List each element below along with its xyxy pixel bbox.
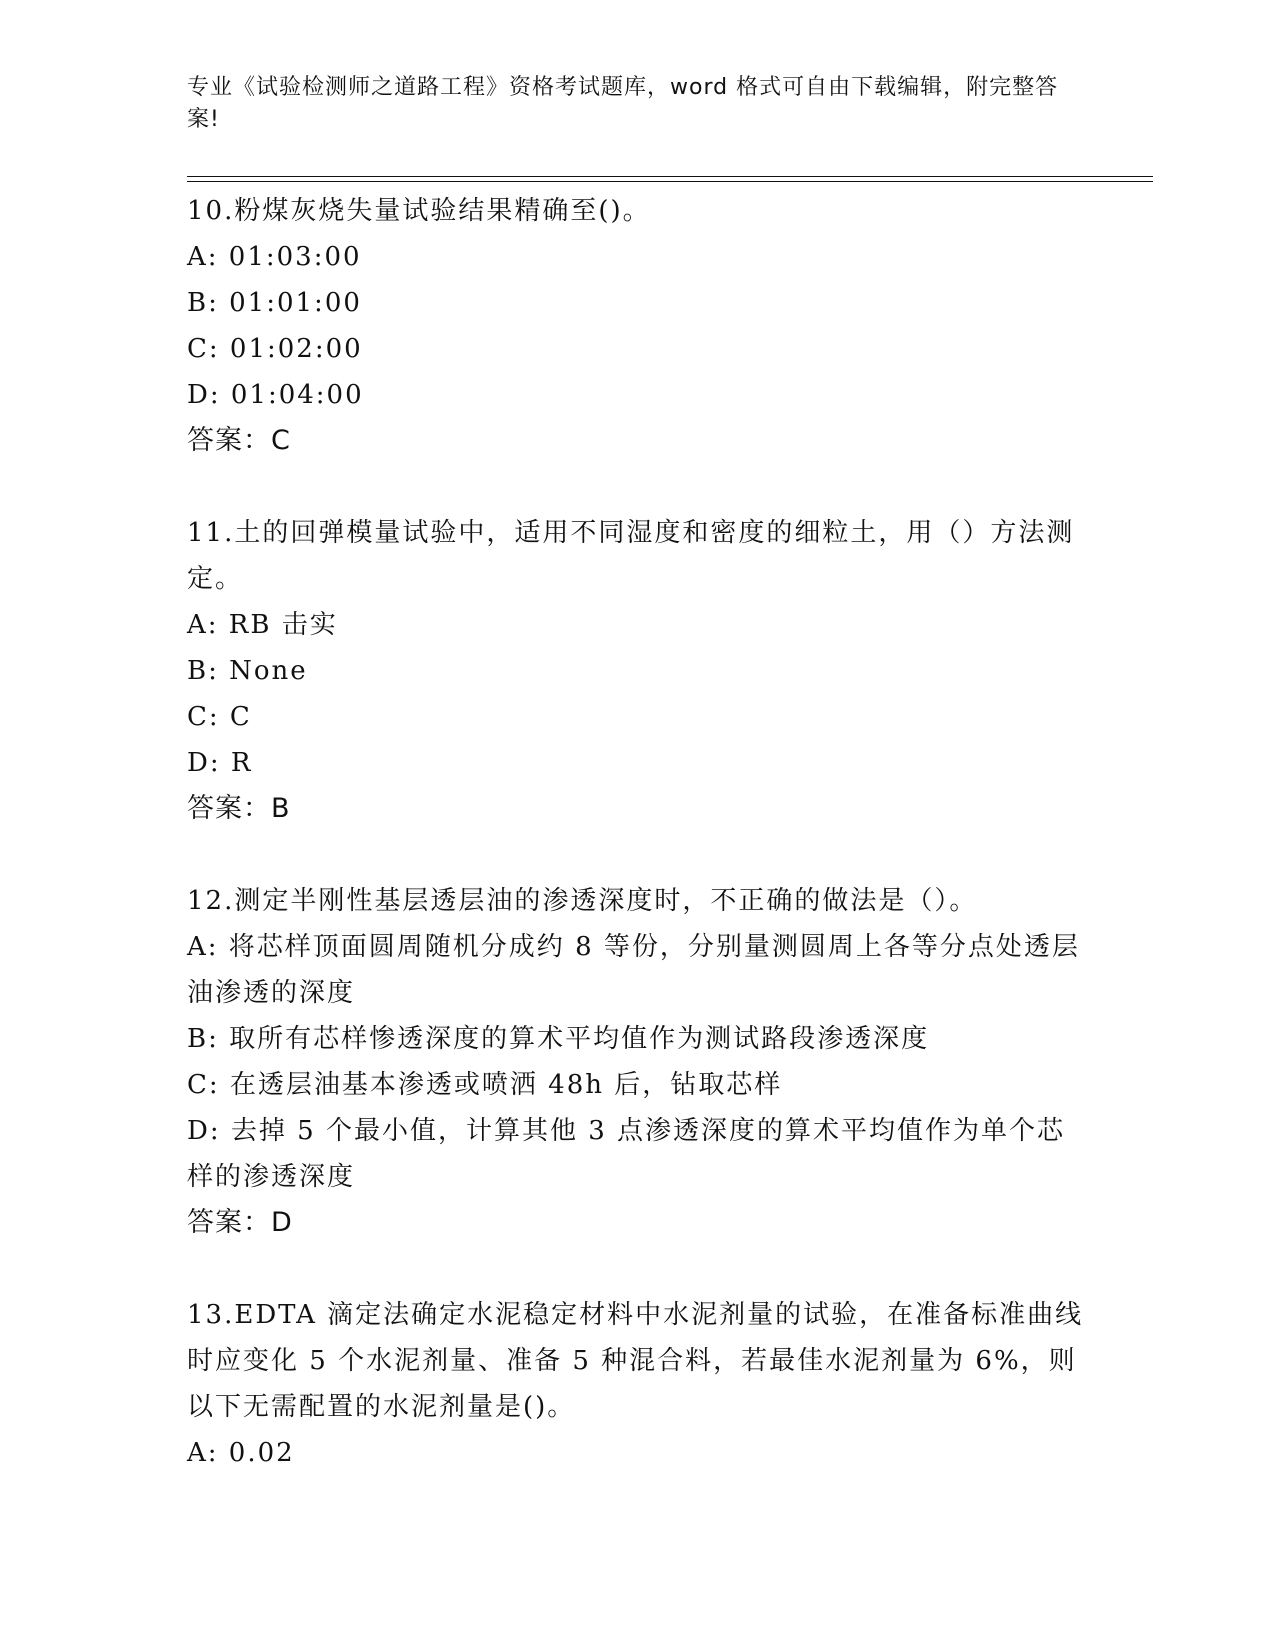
option-a: A: RB 击实 [187,610,338,640]
question-stem: 10.粉煤灰烧失量试验结果精确至()。 [187,196,651,226]
option-a: A: 0.02 [187,1438,295,1468]
option-a: A: 将芯样顶面圆周随机分成约 8 等份，分别量测圆周上各等分点处透层油渗透的深度 [187,932,1080,1008]
option-b: B: None [187,656,308,686]
question-stem: 13.EDTA 滴定法确定水泥稳定材料中水泥剂量的试验，在准备标准曲线时应变化 5 个水泥剂量、准备 5 种混合料，若最佳水泥剂量为 6%，则以下无需配置的水泥剂量是()。 [187,1300,1084,1422]
option-c: C: 01:02:00 [187,334,363,364]
header-divider-top [187,176,1153,177]
question-12 [187,878,1087,1246]
option-c: C: C [187,702,252,732]
document-header: 专业《试验检测师之道路工程》资格考试题库，word 格式可自由下载编辑，附完整答案! [187,75,1059,132]
answer-line: 答案：D [187,1207,293,1238]
option-a: A: 01:03:00 [187,242,362,272]
header-divider-bottom [187,181,1153,182]
question-list [187,188,1087,1476]
question-13 [187,1292,1087,1476]
question-stem: 11.土的回弹模量试验中，适用不同湿度和密度的细粒土，用（）方法测定。 [187,518,1075,594]
spacer [187,464,1087,510]
option-d: D: 01:04:00 [187,380,364,410]
spacer [187,832,1087,878]
spacer [187,1246,1087,1292]
option-b: B: 01:01:00 [187,288,362,318]
option-d: D: R [187,748,253,778]
question-11 [187,510,1087,832]
question-10 [187,188,1087,464]
answer-line: 答案：B [187,793,291,824]
option-d: D: 去掉 5 个最小值，计算其他 3 点渗透深度的算术平均值作为单个芯样的渗透深度 [187,1116,1066,1192]
answer-line: 答案：C [187,425,291,456]
question-stem: 12.测定半刚性基层透层油的渗透深度时，不正确的做法是（）。 [187,886,978,916]
option-c: C: 在透层油基本渗透或喷洒 48h 后，钻取芯样 [187,1070,783,1100]
option-b: B: 取所有芯样惨透深度的算术平均值作为测试路段渗透深度 [187,1024,930,1054]
